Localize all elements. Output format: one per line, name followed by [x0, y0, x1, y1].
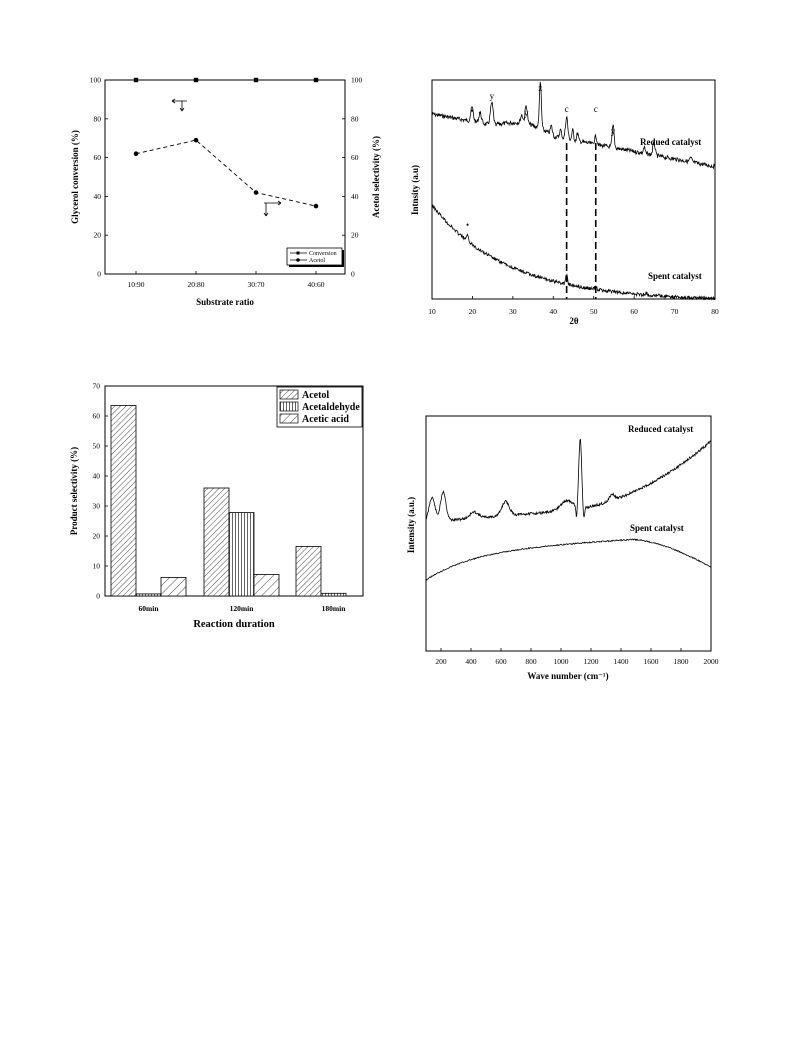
peak-label: y: [489, 91, 495, 101]
y2-tick-label: 40: [351, 191, 359, 201]
y-tick-label: 50: [92, 441, 100, 451]
x-tick-label: 50: [589, 307, 598, 316]
plot-frame: [426, 416, 711, 651]
y-tick-label: 20: [92, 531, 100, 541]
x-tick-label: 400: [465, 657, 477, 666]
y2-tick-label: 80: [351, 114, 359, 124]
y2-tick-label: 60: [351, 153, 359, 163]
y-tick-label: 80: [93, 114, 101, 124]
y2-tick-label: 0: [351, 269, 355, 279]
peak-label: c: [564, 104, 569, 114]
x-tick-label: 60: [630, 307, 638, 316]
peak-label: •: [478, 108, 482, 118]
series-reduced-catalyst: [426, 439, 711, 521]
y-axis-label: Intensity (a.u.): [406, 496, 416, 554]
x-tick-label: 10:90: [127, 280, 145, 289]
y-tick-label: 60: [93, 153, 101, 163]
x-axis-label: Wave number (cm⁻¹): [527, 671, 609, 681]
x-axis-label: 2θ: [569, 316, 579, 326]
x-tick-label: 40:60: [307, 280, 325, 289]
x-tick-label: 30: [509, 307, 517, 316]
legend-label: Acetic acid: [302, 414, 349, 425]
label-reduced-catalyst: Reduced catalyst: [628, 424, 694, 434]
peak-label: •: [465, 220, 470, 230]
y-tick-label: 30: [92, 501, 100, 511]
peak-label: y: [523, 108, 529, 118]
y-tick-label: 20: [93, 230, 101, 240]
x-tick-label: 80: [711, 307, 719, 316]
x-tick-label: 40: [549, 307, 558, 316]
x-tick-label: 20: [468, 307, 477, 316]
x-tick-label: 30:70: [247, 280, 265, 289]
x-tick-label: 200: [435, 657, 447, 666]
x-tick-label: 10: [428, 307, 436, 316]
x-tick-label: 1600: [643, 657, 659, 666]
y-axis-label: Glycerol conversion (%): [70, 130, 80, 224]
y-tick-label: 0: [97, 269, 101, 279]
y-tick-label: 10: [92, 561, 100, 571]
x-tick-label: 600: [495, 657, 507, 666]
label-redued-catalyst: Redued catalyst: [640, 137, 702, 147]
y-tick-label: 40: [92, 471, 100, 481]
x-tick-label: 1800: [673, 657, 689, 666]
label-spent-catalyst: Spent catalyst: [630, 523, 684, 533]
y2-tick-label: 100: [351, 75, 363, 85]
legend-label: Acetol: [302, 390, 330, 401]
legend-label-acetol: Acetol: [309, 258, 325, 264]
x-tick-label: 20:80: [187, 280, 205, 289]
x-tick-label: 120min: [229, 604, 254, 613]
peak-label: •: [470, 106, 474, 116]
x-tick-label: 70: [670, 307, 679, 316]
y-tick-label: 40: [93, 191, 101, 201]
x-tick-label: 800: [525, 657, 537, 666]
x-tick-label: 1200: [583, 657, 599, 666]
y-tick-label: 0: [96, 591, 100, 601]
series-spent-catalyst: [426, 539, 711, 580]
y-tick-label: 100: [89, 75, 101, 85]
x-axis-label: Substrate ratio: [196, 297, 254, 307]
y-tick-label: 70: [92, 381, 100, 391]
peak-label: y: [610, 126, 616, 136]
peak-label: z: [538, 83, 543, 93]
y2-axis-label: Acetol selectivity (%): [371, 136, 381, 218]
x-tick-label: 180min: [321, 604, 346, 613]
label-spent-catalyst: Spent catalyst: [648, 271, 702, 281]
y-axis-label: Product selectivity (%): [69, 446, 79, 536]
x-tick-label: 2000: [703, 657, 719, 666]
peak-label: c: [593, 104, 598, 114]
legend-label-conversion: Conversion: [309, 251, 337, 257]
x-axis-label: Reaction duration: [193, 619, 275, 630]
x-tick-label: 1400: [613, 657, 629, 666]
y-tick-label: 60: [92, 411, 100, 421]
y-axis-label: Intnsity (a.u): [410, 164, 420, 216]
legend-label: Acetaldehyde: [302, 402, 360, 413]
y2-tick-label: 20: [351, 230, 359, 240]
x-tick-label: 1000: [553, 657, 569, 666]
x-tick-label: 60min: [138, 604, 159, 613]
